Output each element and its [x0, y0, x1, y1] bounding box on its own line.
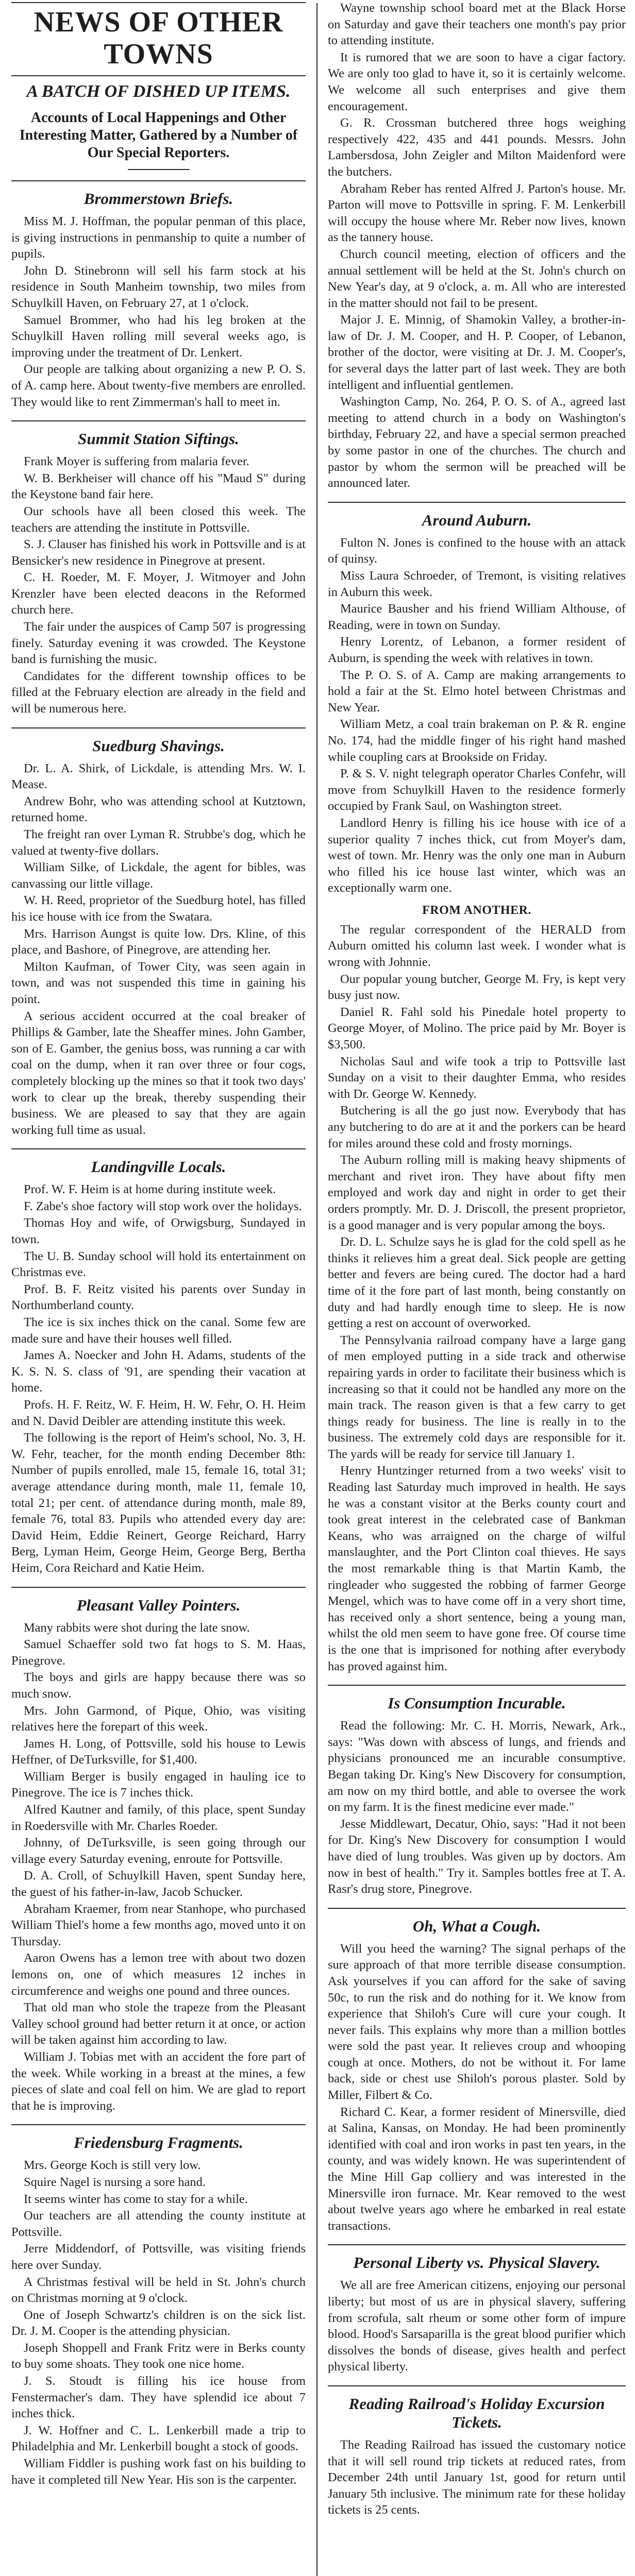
news-item: Major J. E. Minnig, of Shamokin Valley, a brother-in-law of Dr. J. M. Cooper, and H. P. Cooper, of Lebanon, brother of the doctor, were visiting at Dr. J. M. Cooper's, for several days the latter part of last week. They are both intelligent and influential gentlemen. — [328, 313, 626, 392]
news-item: The following is the report of Heim's school, No. 3, H. W. Fehr, teacher, for the month ending December 8th: Number of pupils enrolled, male 15, female 16, total 31; average attendance during month, male 11, female 10, total 21; per cent. of attendance during month, male 89, female 76, total 83. Pupils who attended every day are: David Heim, Eddie Reinert, George Reichard, Harry Berg, Lyman Heim, George Heim, George Berg, Bertha Heim, Cora Reichard and Katie Heim. — [11, 1431, 306, 1575]
news-item: P. & S. V. night telegraph operator Charles Confehr, will move from Schuylkill Haven to the residence formerly occupied by Frank Saul, on Washington street. — [328, 767, 626, 814]
news-item: Wayne township school board met at the Black Horse on Saturday and gave their teachers one month's pay prior to attending institute. — [328, 1, 626, 48]
news-item: D. A. Croll, of Schuylkill Haven, spent Sunday here, the guest of his father-in-law, Jacob Schucker. — [11, 1869, 306, 1900]
section-oh-what-a-cough — [328, 1908, 626, 2234]
news-item: The Pennsylvania railroad company have a large gang of men employed putting in a side track and otherwise repairing yards in order to facilitate their business which is increasing so that it could not be handled any more on the main track. The reason given is that a few carry to get things ready for business. The line is really in to the business. The extremely cold days are responsible for it. The yards will be ready for service till January 1. — [328, 1333, 626, 1461]
news-item: Our people are talking about organizing a new P. O. S. of A. camp here. About twenty-five members are enrolled. They would like to rent Zimmerman's hall to meet in. — [11, 362, 306, 409]
news-item: Richard C. Kear, a former resident of Minersville, died at Salina, Kansas, on Monday. He had been prominently identified with coal and iron works in past ten years, in the county, and was widely known. He was superintendent of the Mine Hill Gap colliery and was interested in the Minersville iron furnace. Mr. Kear removed to the west about twelve years ago where he embarked in real estate transactions. — [328, 2105, 626, 2233]
news-item: Abraham Kraemer, from near Stanhope, who purchased William Thiel's home a few months ago, moved unto it on Thursday. — [11, 1902, 306, 1948]
right-sections — [328, 502, 626, 2518]
left-sections — [11, 180, 306, 2488]
news-item: The fair under the auspices of Camp 507 is progressing finely. Saturday evening it was crowded. The Keystone band is furnishing the music. — [11, 620, 306, 667]
news-item: The P. O. S. of A. Camp are making arrangements to hold a fair at the St. Elmo hotel between Christmas and New Year. — [328, 668, 626, 715]
news-item: Jesse Middlewart, Decatur, Ohio, says: "Had it not been for Dr. King's New Discovery for consumption I would have died of lung troubles. Was given up by doctors. Am now in best of health." Try it. Samples bottles free at T. A. Rasr's drug store, Pinegrove. — [328, 1817, 626, 1896]
news-item: Candidates for the different township offices to be filled at the February election are already in the field and will be numerous here. — [11, 669, 306, 716]
news-item: Joseph Shoppell and Frank Fritz were in Berks county to buy some shoats. They took one nice home. — [11, 2341, 306, 2371]
section-title: Around Auburn. — [422, 511, 532, 529]
news-item: F. Zabe's shoe factory will stop work over the holidays. — [24, 1199, 302, 1213]
right-top-items — [328, 0, 626, 492]
column-divider — [316, 3, 318, 2576]
news-item: The ice is six inches thick on the canal. Some few are made sure and have their houses well filled. — [11, 1315, 306, 1346]
news-item: James H. Long, of Pottsville, sold his house to Lewis Heffner, of DeTurksville, for $1,400. — [11, 1736, 306, 1767]
news-item: Frank Moyer is suffering from malaria fever. — [24, 454, 249, 469]
news-item: J. W. Hoffner and C. L. Lenkerbill made a trip to Philadelphia and Mr. Lenkerbill bought a stock of goods. — [11, 2423, 306, 2454]
section-reading-railroad-s-holiday-excursion-tickets — [328, 2385, 626, 2518]
news-item: Alfred Kautner and family, of this place, spent Sunday in Roedersville with Mr. Charles Roeder. — [11, 1803, 306, 1833]
news-item: Landlord Henry is filling his ice house with ice of a superior quality 7 inches thick, cut from Moyer's dam, west of town. Mr. Henry was the only one man in Auburn who filled his ice house last winter, which was an exceptionally warm one. — [328, 816, 626, 895]
news-item: Henry Lorentz, of Lebanon, a former resident of Auburn, is spending the week with relatives in town. — [328, 635, 626, 665]
news-item: Samuel Brommer, who had his leg broken at the Schuylkill Haven rolling mill several weeks ago, is improving under the treatment of Dr. Lenkert. — [11, 313, 306, 360]
news-item: Samuel Schaeffer sold two fat hogs to S. M. Haas, Pinegrove. — [11, 1637, 306, 1668]
section-is-consumption-incurable — [328, 1685, 626, 1897]
news-item: William Silke, of Lickdale, the agent for bibles, was canvassing our little village. — [11, 860, 306, 891]
news-item: The Auburn rolling mill is making heavy shipments of merchant and rivet iron. They have about fifty men employed and work day and night in order to get their orders promptly. Mr. D. J. Driscoll, the present proprietor, is a good manager and is very popular among the boys. — [328, 1153, 626, 1232]
news-item: Dr. L. A. Shirk, of Lickdale, is attending Mrs. W. I. Mease. — [11, 761, 306, 792]
news-item: Our schools have all been closed this week. The teachers are attending the institute in Pottsville. — [11, 504, 306, 535]
news-item: W. H. Reed, proprietor of the Suedburg hotel, has filled his ice house with ice from the Swatara. — [11, 893, 306, 924]
deck: A BATCH OF DISHED UP ITEMS. — [26, 82, 291, 101]
short-rule — [128, 169, 190, 170]
section-title: Personal Liberty vs. Physical Slavery. — [353, 2253, 600, 2272]
section-pleasant-valley-pointers — [11, 1587, 306, 2114]
news-item: Aaron Owens has a lemon tree with about two dozen lemons on, one of which measures 12 inches in circumference and weighs one pound and three ounces. — [11, 1951, 306, 1998]
section-rule — [328, 2385, 626, 2386]
news-item: The U. B. Sunday school will hold its entertainment on Christmas eve. — [11, 1249, 306, 1280]
news-item: William J. Tobias met with an accident the fore part of the week. While working in a breast at the mines, a few pieces of slate and coal fell on him. We are glad to report that he is improving. — [11, 2049, 306, 2113]
news-item: That old man who stole the trapeze from the Pleasant Valley school ground had better return it at once, or action will be taken against him according to law. — [11, 2001, 306, 2047]
news-item: Maurice Bausher and his friend William Althouse, of Reading, were in town on Sunday. — [328, 602, 626, 632]
news-item: Miss M. J. Hoffman, the popular penman of this place, is giving instructions in penmanship to quite a number of pupils. — [11, 214, 306, 261]
news-item: S. J. Clauser has finished his work in Pottsville and is at Bensicker's new residence in Pinegrove at present. — [11, 537, 306, 568]
news-item: The regular correspondent of the HERALD from Auburn omitted his column last week. I wonder what is wrong with Johnnie. — [328, 922, 626, 970]
news-item: William Metz, a coal train brakeman on P. & R. engine No. 174, had the middle finger of his right hand mashed while coupling cars at Brookside on Friday. — [328, 717, 626, 764]
news-item: Mrs. George Koch is still very low. — [24, 2158, 201, 2173]
news-item: One of Joseph Schwartz's children is on the sick list. Dr. J. M. Cooper is the attending physician. — [11, 2308, 306, 2338]
news-item: Many rabbits were shot during the late snow. — [24, 1620, 250, 1635]
section-title: Suedburg Shavings. — [92, 736, 225, 755]
subdeck: Accounts of Local Happenings and Other Interesting Matter, Gathered by a Number of Our Special Reporters. — [19, 110, 298, 161]
section-rule — [11, 420, 306, 421]
section-brommerstown-briefs — [11, 180, 306, 410]
news-item: Washington Camp, No. 264, P. O. S. of A., agreed last meeting to attend church in a body on Washington's birthday, February 22, and have a special sermon preached by some pastor in one of the churches. The church and pastor by whom the sermon will be preached will be announced later. — [328, 395, 626, 490]
section-rule — [328, 1685, 626, 1686]
news-item: Read the following: Mr. C. H. Morris, Newark, Ark., says: "Was down with abscess of lungs, and friends and physicians pronounced me an incurable consumptive. Began taking Dr. King's New Discovery for consumption, am now on my third bottle, and able to oversee the work on my farm. It is the finest medicine ever made." — [328, 1719, 626, 1815]
section-title: Brommerstown Briefs. — [83, 190, 233, 208]
news-item: G. R. Crossman butchered three hogs weighing respectively 422, 435 and 441 pounds. Messrs. John Lambersdosa, John Zeigler and Milton Maidenford were the butchers. — [328, 116, 626, 179]
news-item: Will you heed the warning? The signal perhaps of the sure approach of that more terrible disease consumption. Ask yourselves if you can afford for the sake of saving 50c, to run the risk and do nothing for it. We know from experience that Shiloh's Cure will cure your cough. It never fails. This explains why more than a million bottles were sold the past year. It relieves croup and whooping cough at once. Mothers, do not be without it. For lame back, side or chest use Shiloh's porous plaster. Sold by Miller, Filbert & Co. — [328, 1941, 626, 2103]
news-item: Milton Kaufman, of Tower City, was seen again in town, and was not suspended this time in gaining his point. — [11, 959, 306, 1006]
section-rule — [11, 180, 306, 181]
news-item: John D. Stinebronn will sell his farm stock at his residence in South Manheim township, two miles from Schuylkill Haven, on February 27, at 1 o'clock. — [11, 263, 306, 310]
section-summit-station-siftings — [11, 420, 306, 717]
news-item: Profs. H. F. Reitz, W. F. Heim, H. W. Fehr, O. H. Heim and N. David Deibler are attending institute this week. — [11, 1398, 306, 1428]
section-rule — [328, 1908, 626, 1909]
news-item: Dr. D. L. Schulze says he is glad for the cold spell as he thinks it relieves him a great deal. Sick people are getting better and fevers are being cured. The doctor had a hard time of it the fore part of last month, being constantly on duty and had hardly enough time to sleep. He is now getting a rest on account of overworked. — [328, 1235, 626, 1331]
section-landingville-locals — [11, 1148, 306, 1576]
right-column — [323, 0, 626, 2576]
news-item: Prof. W. F. Heim is at home during institute week. — [24, 1182, 276, 1197]
section-title: Pleasant Valley Pointers. — [76, 1596, 241, 1614]
section-title: Friedensburg Fragments. — [73, 2133, 243, 2152]
section-rule — [11, 1587, 306, 1588]
section-title: Is Consumption Incurable. — [388, 1694, 566, 1713]
news-item: Henry Huntzinger returned from a two weeks' visit to Reading last Saturday much improved in health. He says he was a constant visitor at the Berks county court and took great interest in the celebrated case of Bankman Keans, who was arraigned on the charge of wilful manslaughter, and the Port Clinton coal thieves. He says the most remarkable thing is that Martin Kamb, the ringleader who suggested the robbing of farmer George Mengel, which was to have come off in a very short time, has received only a short sentence, being a young man, whilst the old men seem to have gone free. Of course time is the one that is imprisoned for nothing after everybody has proved against him. — [328, 1464, 626, 1673]
news-item: Thomas Hoy and wife, of Orwigsburg, Sundayed in town. — [11, 1216, 306, 1247]
news-item: Mrs. Harrison Aungst is quite low. Drs. Kline, of this place, and Bashore, of Pinegrove, are attending her. — [11, 926, 306, 957]
news-item: W. B. Berkheiser will chance off his "Maud S" during the Keystone band fair here. — [11, 471, 306, 502]
news-item: Johnny, of DeTurksville, is seen going through our village every Saturday evening, enroute for Pottsville. — [11, 1836, 306, 1866]
section-rule — [328, 2244, 626, 2245]
news-item: Church council meeting, election of officers and the annual settlement will be held at the St. John's church on New Year's day, at 9 o'clock, a. m. All who are interested in the matter should not fail to be present. — [328, 247, 626, 310]
news-item: Daniel R. Fahl sold his Pinedale hotel property to George Moyer, of Molino. The price paid by Mr. Boyer is $3,500. — [328, 1005, 626, 1052]
news-item: Andrew Bohr, who was attending school at Kutztown, returned home. — [11, 794, 306, 825]
headline-rule — [11, 75, 306, 76]
news-item: Our popular young butcher, George M. Fry, is kept very busy just now. — [328, 972, 626, 1003]
news-item: Prof. B. F. Reitz visited his parents over Sunday in Northumberland county. — [11, 1282, 306, 1313]
news-item: Nicholas Saul and wife took a trip to Pottsville last Sunday on a visit to their daughter Emma, who resides with Dr. George W. Kennedy. — [328, 1054, 626, 1101]
news-item: Our teachers are all attending the county institute at Pottsville. — [11, 2209, 306, 2239]
section-rule — [11, 1148, 306, 1149]
section-title: Reading Railroad's Holiday Excursion Tickets. — [348, 2394, 605, 2431]
news-item: William Berger is busily engaged in hauling ice to Pinegrove. The ice is 7 inches thick. — [11, 1769, 306, 1800]
news-item: Mrs. John Garmond, of Pique, Ohio, was visiting relatives here the forepart of this week. — [11, 1703, 306, 1734]
headline: NEWS OF OTHER TOWNS — [34, 6, 283, 70]
section-rule — [328, 502, 626, 503]
news-item: Squire Nagel is nursing a sore hand. — [24, 2175, 206, 2189]
news-item: The freight ran over Lyman R. Strubbe's dog, which he valued at twenty-five dollars. — [11, 827, 306, 858]
news-item: James A. Noecker and John H. Adams, students of the K. S. N. S. class of '91, are spending their vacation at home. — [11, 1348, 306, 1395]
news-item: William Fiddler is pushing work fast on his building to have it completed till New Year. His son is the carpenter. — [11, 2456, 306, 2487]
news-item: It seems winter has come to stay for a while. — [24, 2192, 248, 2206]
section-friedensburg-fragments — [11, 2124, 306, 2488]
news-item: J. S. Stoudt is filling his ice house from Fenstermacher's dam. They have splendid ice about 7 inches thick. — [11, 2374, 306, 2421]
news-item: Butchering is all the go just now. Everybody that has any butchering to do are at it and the porkers can be heard for miles around these cold and frosty mornings. — [328, 1104, 626, 1150]
news-item: Abraham Reber has rented Alfred J. Parton's house. Mr. Parton will move to Pottsville in spring. F. M. Lenkerbill will occupy the house where Mr. Reber now lives, known as the tannery house. — [328, 181, 626, 245]
section-suedburg-shavings — [11, 727, 306, 1139]
section-rule — [11, 2124, 306, 2125]
section-around-auburn — [328, 502, 626, 1674]
news-item: It is rumored that we are soon to have a cigar factory. We are only too glad to have it, so it is certainly welcome. We welcome all such enterprises and give them encouragement. — [328, 50, 626, 113]
news-item: The Reading Railroad has issued the customary notice that it will sell round trip tickets at reduced rates, from December 24th until January 1st, good for return until January 5th inclusive. The minimum rate for these holiday tickets is 25 cents. — [328, 2437, 626, 2517]
section-title: Landingville Locals. — [91, 1158, 226, 1176]
news-item: A serious accident occurred at the coal breaker of Phillips & Gamber, late the Sheaffer mines. John Gamber, son of E. Gamber, the genius boss, was running a car with coal on the dump, when it ran over three or four cogs, completely blocking up the mines so that it took two days' work to clear up the break, thereby suspending their business. We are pleased to say that they are again working full time as usual. — [11, 1009, 306, 1137]
section-title: Summit Station Siftings. — [78, 430, 239, 448]
section-title: Oh, What a Cough. — [412, 1917, 541, 1935]
top-rule — [11, 2, 306, 3]
news-item: The boys and girls are happy because there was so much snow. — [11, 1670, 306, 1701]
news-item: C. H. Roeder, M. F. Moyer, J. Witmoyer and John Krenzler have been elected deacons in the Reformed church here. — [11, 570, 306, 617]
news-item: Jerre Middendorf, of Pottsville, was visiting friends here over Sunday. — [11, 2242, 306, 2272]
news-item: FROM ANOTHER. — [422, 903, 531, 917]
section-rule — [11, 727, 306, 728]
news-item: We all are free American citizens, enjoying our personal liberty; but most of us are in physical slavery, suffering from scrofula, salt rheum or some other form of impure blood. Hood's Sarsaparilla is the great blood purifier which dissolves the bonds of disease, gives health and perfect physical liberty. — [328, 2278, 626, 2374]
news-item: A Christmas festival will be held in St. John's church on Christmas morning at 9 o'clock. — [11, 2275, 306, 2306]
left-column — [11, 0, 313, 2576]
news-item: Miss Laura Schroeder, of Tremont, is visiting relatives in Auburn this week. — [328, 569, 626, 599]
news-item: Fulton N. Jones is confined to the house with an attack of quinsy. — [328, 535, 626, 566]
section-personal-liberty-vs-physical-slavery — [328, 2244, 626, 2375]
